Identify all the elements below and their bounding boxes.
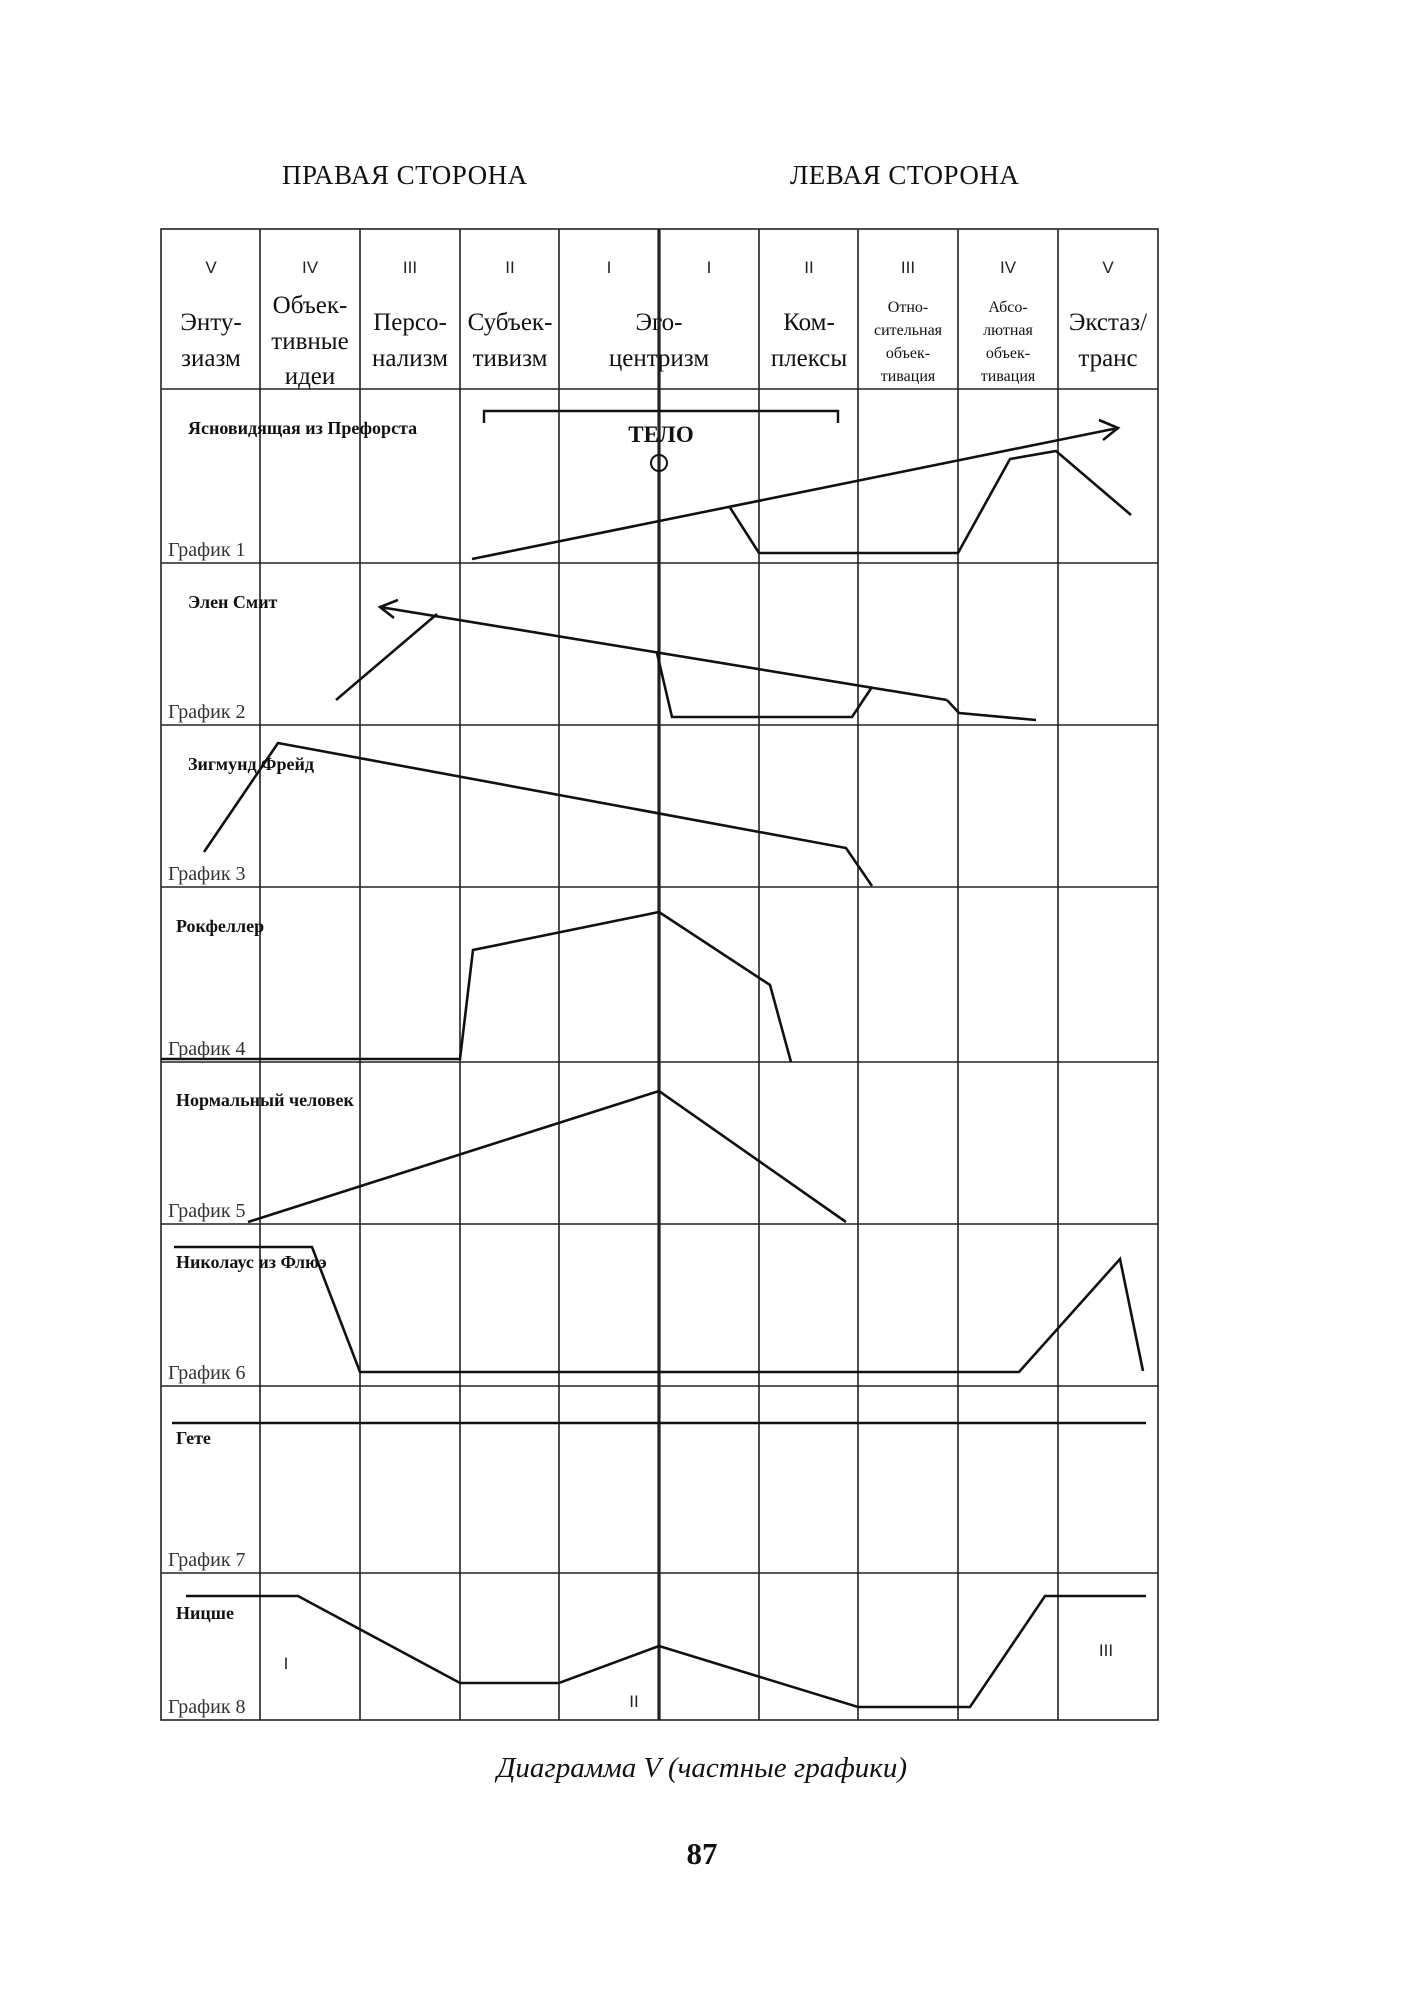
center-label-line: центризм bbox=[608, 345, 710, 372]
graph-name: Нормальный человек bbox=[176, 1090, 354, 1110]
center-label-line: Эго- bbox=[635, 309, 683, 336]
column-label-line: сительная bbox=[873, 322, 943, 339]
graph-name: Гете bbox=[176, 1428, 211, 1448]
graph-name: Элен Смит bbox=[188, 592, 278, 612]
column-label-line: идеи bbox=[284, 363, 336, 390]
graph-label: График 6 bbox=[168, 1362, 246, 1384]
graph-5-curve bbox=[248, 1091, 846, 1222]
column-roman: V bbox=[205, 258, 217, 277]
graph-name: Ницше bbox=[176, 1603, 234, 1623]
column-roman: I bbox=[706, 258, 712, 277]
column-label-line: объек- bbox=[885, 345, 931, 362]
column-label-line: Субъек- bbox=[467, 309, 553, 336]
column-roman: V bbox=[1102, 258, 1114, 277]
graph-8-curve bbox=[186, 1596, 1146, 1707]
column-label-line: тивация bbox=[980, 368, 1036, 385]
graph-marker: II bbox=[629, 1692, 639, 1711]
graph-label: График 8 bbox=[168, 1696, 246, 1718]
graph-label: График 3 bbox=[168, 863, 246, 885]
graph-name: Николаус из Флюэ bbox=[176, 1252, 327, 1272]
column-label-line: Отно- bbox=[887, 299, 929, 316]
graph-name: Зигмунд Фрейд bbox=[188, 754, 314, 774]
page-number: 87 bbox=[686, 1836, 718, 1871]
right-side-title: ПРАВАЯ СТОРОНА bbox=[282, 160, 528, 190]
column-label-line: Абсо- bbox=[988, 299, 1028, 316]
column-roman: IV bbox=[999, 258, 1017, 277]
graph-2-curve bbox=[657, 653, 872, 717]
diagram-caption: Диаграмма V (частные графики) bbox=[496, 1752, 908, 1784]
graph-label: График 2 bbox=[168, 701, 246, 723]
graph-2-curve bbox=[336, 614, 437, 700]
graph-label: График 7 bbox=[168, 1549, 246, 1571]
column-label-line: объек- bbox=[985, 345, 1031, 362]
column-roman: III bbox=[900, 258, 916, 277]
left-side-title: ЛЕВАЯ СТОРОНА bbox=[790, 160, 1020, 190]
column-label-line: Ком- bbox=[783, 309, 835, 336]
body-label: ТЕЛО bbox=[628, 422, 694, 447]
column-label-line: зиазм bbox=[181, 345, 241, 372]
graph-label: График 5 bbox=[168, 1200, 246, 1222]
column-label-line: Экстаз/ bbox=[1068, 309, 1148, 336]
graph-marker: I bbox=[283, 1654, 289, 1673]
column-label-line: плексы bbox=[770, 345, 848, 372]
column-roman: III bbox=[402, 258, 418, 277]
graph-1-trend-line bbox=[472, 428, 1118, 559]
column-label-line: тивные bbox=[271, 328, 349, 355]
column-roman: II bbox=[804, 258, 814, 277]
column-roman: II bbox=[505, 258, 515, 277]
column-label-line: лютная bbox=[983, 322, 1033, 339]
column-label-line: транс bbox=[1078, 345, 1138, 372]
column-roman: I bbox=[606, 258, 612, 277]
diagram-grid bbox=[161, 229, 1158, 1720]
column-label-line: тивация bbox=[880, 368, 936, 385]
graph-name: Ясновидящая из Префорста bbox=[188, 418, 418, 438]
graph-2-curve bbox=[947, 700, 1036, 720]
column-label-line: Объек- bbox=[272, 292, 348, 319]
graph-marker: III bbox=[1098, 1641, 1114, 1660]
graph-name: Рокфеллер bbox=[176, 916, 265, 936]
column-label-line: нализм bbox=[372, 345, 448, 372]
graph-label: График 1 bbox=[168, 539, 246, 561]
column-label-line: тивизм bbox=[472, 345, 548, 372]
column-label-line: Энту- bbox=[180, 309, 242, 336]
column-roman: IV bbox=[301, 258, 319, 277]
column-label-line: Персо- bbox=[373, 309, 447, 336]
graph-label: График 4 bbox=[168, 1038, 246, 1060]
